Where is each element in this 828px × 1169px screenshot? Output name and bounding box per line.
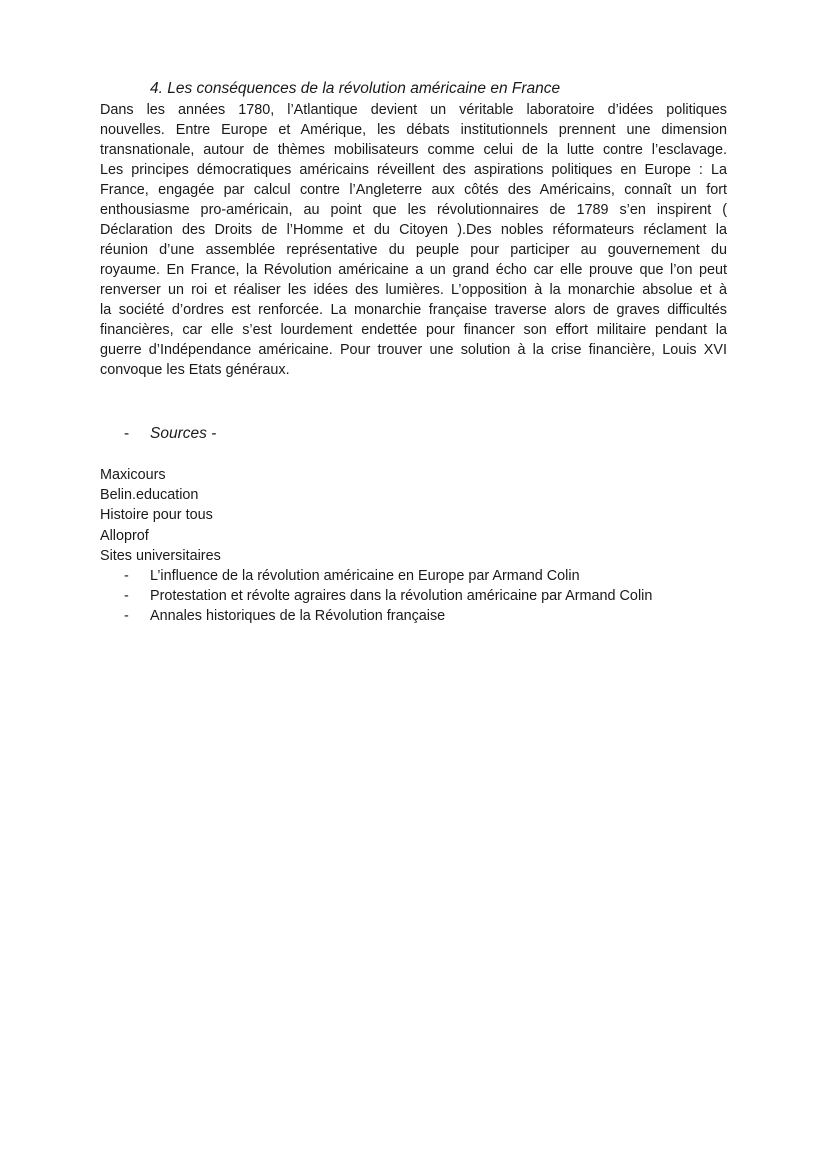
paragraph-line: Dans les années 1780, l’Atlantique devient un véritable laboratoire d’idées politiques (100, 102, 727, 118)
sub-source-text: L’influence de la révolution américaine en Europe par Armand Colin (150, 568, 580, 584)
paragraph-line: Les principes démocratiques américains réveillent des aspirations politiques en Europe : La (100, 162, 727, 178)
bullet-dash: - (124, 588, 129, 605)
body-paragraph (100, 100, 727, 380)
paragraph-line: France, engagée par calcul contre l’Angleterre aux côtés des Américains, connaît un fort (100, 182, 727, 198)
sources-heading (124, 424, 216, 444)
paragraph-line: nouvelles. Entre Europe et Amérique, les débats institutionnels prennent une dimension (100, 122, 727, 138)
source-item: Maxicours (100, 467, 166, 483)
bullet-dash: - (124, 608, 129, 625)
sources-list (100, 465, 221, 566)
paragraph-line: financières, car elle s’est lourdement endettée pour financer son effort militaire pendant la (100, 322, 727, 338)
paragraph-line: enthousiasme pro-américain, au point que les révolutionnaires de 1789 s’en inspirent ( (100, 202, 727, 218)
sources-title-text: Sources - (150, 425, 217, 442)
source-item: Alloprof (100, 527, 149, 544)
paragraph-line: guerre d’Indépendance américaine. Pour trouver une solution à la crise financière, Louis XVI (100, 342, 727, 358)
paragraph-line: convoque les Etats généraux. (100, 362, 290, 378)
sub-source-text: Annales historiques de la Révolution française (150, 608, 446, 625)
bullet-dash: - (124, 568, 129, 584)
paragraph-line: transnationale, autour de thèmes mobilisateurs comme celui de la lutte contre l’esclavage. (100, 142, 727, 158)
bullet-dash: - (124, 425, 130, 442)
paragraph-line: Déclaration des Droits de l’Homme et du Citoyen ).Des nobles réformateurs réclament la (100, 222, 727, 238)
paragraph-line: renverser un roi et réaliser les idées des lumières. L’opposition à la monarchie absolue et à (100, 282, 727, 298)
section-heading: 4. Les conséquences de la révolution américaine en France (150, 80, 561, 97)
paragraph-line: réunion d’une assemblée représentative du peuple pour participer au gouvernement du (100, 242, 727, 258)
source-item: Sites universitaires (100, 547, 221, 564)
sub-source-item (124, 586, 652, 606)
source-item: Belin.education (100, 487, 199, 504)
source-item: Histoire pour tous (100, 507, 213, 524)
university-sources-list (124, 566, 652, 627)
paragraph-line: la société d’ordres est renforcée. La monarchie française traverse alors de graves difficultés (100, 302, 727, 318)
sub-source-item (124, 566, 652, 586)
sub-source-text: Protestation et révolte agraires dans la révolution américaine par Armand Colin (150, 588, 653, 605)
sub-source-item (124, 606, 652, 626)
paragraph-line: royaume. En France, la Révolution américaine a un grand écho car elle prouve que l’on peut (100, 262, 727, 278)
